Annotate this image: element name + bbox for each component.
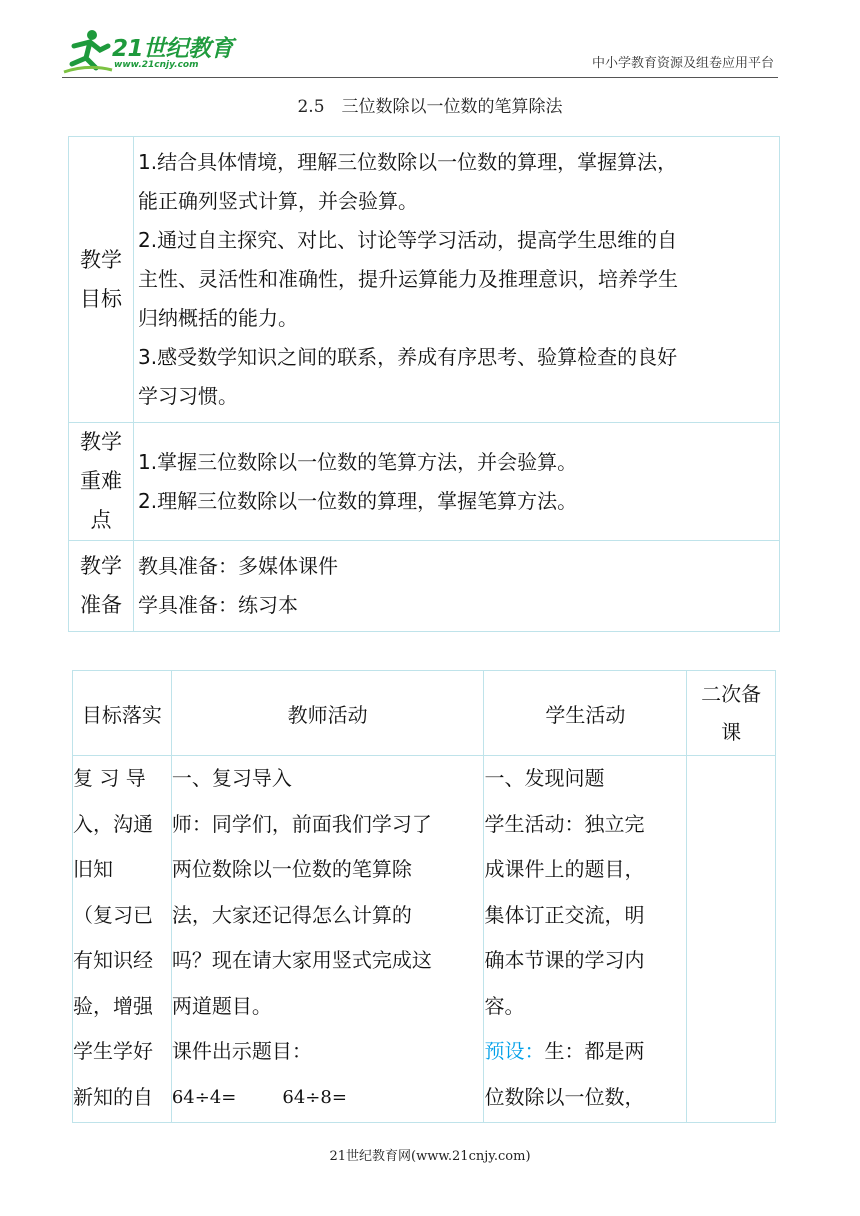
runner-logo-icon [62,28,114,76]
goals-label [69,137,134,423]
label-line: 点 [90,508,112,532]
text-line: 集体订正交流，明 [484,902,645,927]
text-line: 课件出示题目： [171,1039,312,1063]
text-line: 教具准备：多媒体课件 [138,554,338,578]
header-goal: 目标落实 [73,671,172,756]
text-line: 能正确列竖式计算，并会验算。 [138,189,418,213]
goals-content [134,137,780,423]
label-line: 教学 [80,430,122,454]
text-line: 有知识经 [73,948,153,972]
text-line: 吗？现在请大家用竖式完成这 [171,948,432,972]
text-line: 1.结合具体情境，理解三位数除以一位数的算理，掌握算法， [138,150,678,174]
text-line: 确本节课的学习内 [484,948,645,972]
preset-text: 生：都是两 [544,1039,645,1063]
text-line: 学习习惯。 [138,384,238,408]
text-line: 两道题目。 [171,993,272,1018]
text-line: （复习已 [73,902,153,927]
preparation-label [69,541,134,632]
text-line: 学生活动：独立完 [484,811,645,836]
label-line: 教学 [80,554,122,578]
activity-table [72,670,776,1123]
site-logo [62,28,232,76]
math-problems [172,1075,484,1121]
text-line: 两位数除以一位数的笔算除 [171,857,412,881]
text-line: 复 习 导 [73,766,146,790]
header-second-prep [687,671,776,756]
preparation-content [134,541,780,632]
text-line: 2.理解三位数除以一位数的算理，掌握笔算方法。 [138,488,578,513]
text-line: 1.掌握三位数除以一位数的笔算方法，并会验算。 [138,449,578,474]
teacher-cell [171,756,484,1123]
text-line: 师：同学们，前面我们学习了 [171,811,432,836]
second-prep-cell [687,756,776,1123]
activity-body-row [73,756,776,1123]
header-divider [62,77,778,78]
header-line: 二次备 [701,682,762,706]
text-line: 学具准备：练习本 [138,593,298,617]
text-line: 入，沟通 [73,811,153,836]
text-line: 3.感受数学知识之间的联系，养成有序思考、验算检查的良好 [138,345,678,369]
page-footer: 21世纪教育网(www.21cnjy.com) [329,1149,531,1164]
text-line: 容。 [484,993,525,1018]
label-line: 准备 [80,593,122,617]
text-line: 旧知 [73,857,113,881]
key-points-row [69,423,780,541]
text-line: 主性、灵活性和准确性，提升运算能力及推理意识，培养学生 [138,267,678,291]
header-teacher: 教师活动 [171,671,484,756]
lesson-info-table [68,136,780,632]
label-line: 教学 [80,247,122,272]
label-line: 重难 [80,469,122,493]
logo-main-text: 21世纪教育 [112,36,234,62]
activity-header-row [73,671,776,756]
student-cell [484,756,687,1123]
math-problem: 64÷4= [171,1086,237,1108]
text-line: 成课件上的题目， [484,857,645,881]
text-line: 位数除以一位数， [484,1084,645,1109]
label-line: 目标 [80,286,122,311]
header-student: 学生活动 [484,671,687,756]
text-line: 新知的自 [73,1084,153,1109]
key-points-content [134,423,780,541]
key-points-label [69,423,134,541]
page-header [0,0,860,90]
text-line: 一、发现问题 [484,766,605,790]
header-line: 课 [721,720,742,744]
text-line: 归纳概括的能力。 [138,306,298,330]
page-title: 2.5 三位数除以一位数的笔算除法 [297,97,563,117]
preparation-row [69,541,780,632]
text-line: 2.通过自主探究、对比、讨论等学习活动，提高学生思维的自 [138,228,678,252]
text-line: 学生学好 [73,1039,153,1063]
goal-cell [73,756,172,1123]
text-line: 法，大家还记得怎么计算的 [171,902,412,927]
preset-line [484,1029,686,1075]
preset-label: 预设： [484,1039,545,1063]
math-problem: 64÷8= [282,1086,347,1108]
text-line: 验，增强 [73,993,153,1018]
goals-row [69,137,780,423]
text-line: 一、复习导入 [171,766,292,790]
platform-name: 中小学教育资源及组卷应用平台 [591,56,774,71]
logo-url-text: www.21cnjy.com [114,60,199,70]
